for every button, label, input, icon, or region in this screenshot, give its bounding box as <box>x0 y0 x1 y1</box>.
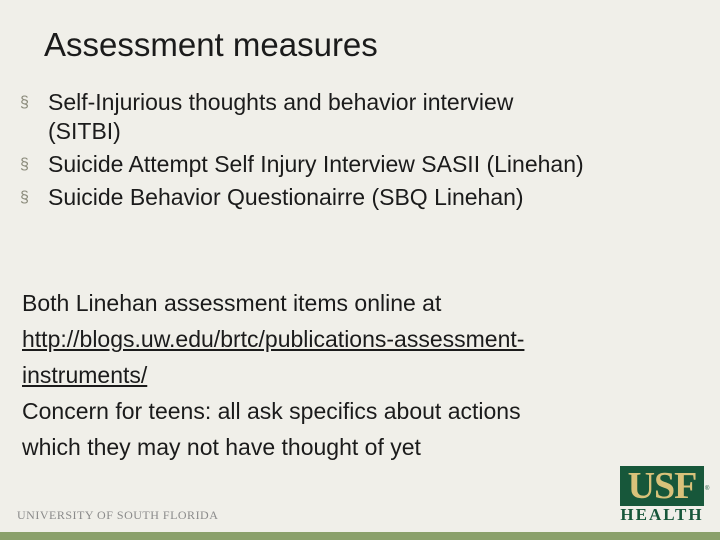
bullet-text-line: (SITBI) <box>48 118 121 144</box>
concern-text-line: Concern for teens: all ask specifics about actions <box>22 398 521 424</box>
bullet-text: Suicide Attempt Self Injury Interview SASII (Linehan) <box>48 151 584 177</box>
registered-mark: ® <box>705 486 710 492</box>
bullet-text-line: Self-Injurious thoughts and behavior interview <box>48 89 514 115</box>
resource-link-line[interactable]: instruments/ <box>22 362 148 388</box>
resource-link-line[interactable]: http://blogs.uw.edu/brtc/publications-assessment- <box>22 326 525 352</box>
usf-health-logo <box>620 466 712 526</box>
bullet-marker-icon: § <box>20 156 29 173</box>
intro-text: Both Linehan assessment items online at <box>22 290 442 316</box>
concern-text-line: which they may not have thought of yet <box>22 434 421 460</box>
bullet-item <box>20 150 710 179</box>
bullet-marker-icon: § <box>20 94 29 111</box>
bullet-item <box>20 88 710 146</box>
concern-text <box>22 393 702 465</box>
university-wordmark: UNIVERSITY OF SOUTH FLORIDA <box>17 508 219 522</box>
bullet-marker-icon: § <box>20 189 29 206</box>
resource-link[interactable] <box>22 321 702 393</box>
slide-title: Assessment measures <box>44 26 378 63</box>
bullet-list <box>20 88 710 216</box>
logo-usf-text: USF <box>620 466 704 506</box>
bottom-accent-bar <box>0 532 720 540</box>
bullet-text: Suicide Behavior Questionairre (SBQ Linehan) <box>48 184 524 210</box>
body-paragraph <box>22 285 702 465</box>
bullet-item <box>20 183 710 212</box>
bullet-text <box>48 88 513 146</box>
logo-health-text: HEALTH <box>620 505 704 524</box>
